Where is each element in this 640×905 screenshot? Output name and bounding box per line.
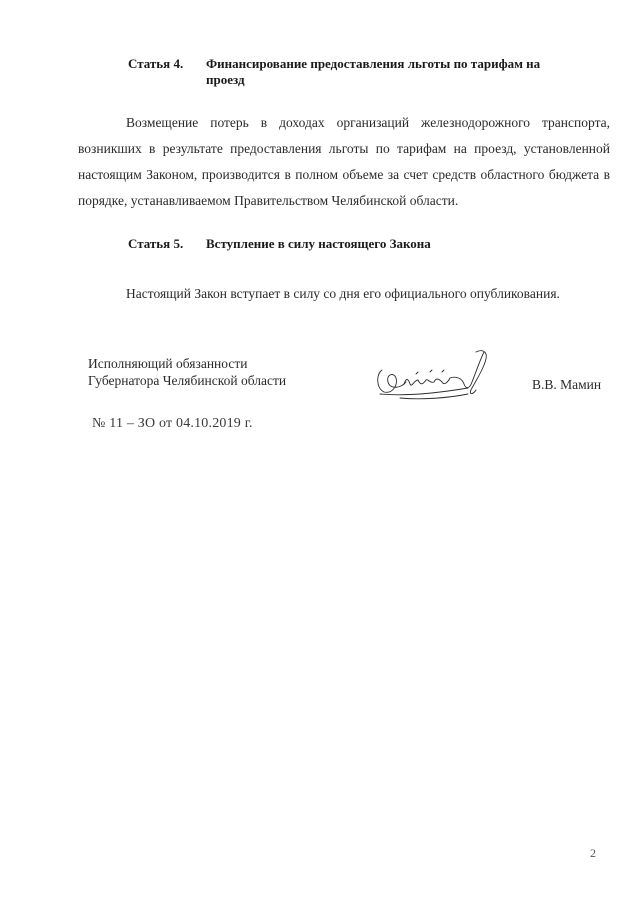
document-number-date: № 11 – ЗО от 04.10.2019 г. xyxy=(92,416,253,431)
signatory-name: В.В. Мамин xyxy=(532,377,602,392)
article-4-title: Финансирование предоставления льготы по тарифам на проезд xyxy=(206,56,541,87)
article-5-title: Вступление в силу настоящего Закона xyxy=(206,236,431,251)
article-4-number: Статья 4. xyxy=(128,56,184,71)
signatory-position-line1: Исполняющий обязанности xyxy=(88,356,248,371)
article-4-text: Возмещение потерь в доходах организаций железнодорожного транспорта, возникших в результате предоставления льготы по тарифам на проезд, установленной настоящим Законом, производится в полном объеме за счет средств областного бюджета в порядке, устанавливаемом Правительством Челябинской области. xyxy=(78,115,610,208)
article-4-heading xyxy=(128,56,568,90)
article-5-number: Статья 5. xyxy=(128,236,184,251)
article-5-text: Настоящий Закон вступает в силу со дня его официального опубликования. xyxy=(126,286,560,301)
handwritten-signature xyxy=(372,348,492,406)
signatory-position-line2: Губернатора Челябинской области xyxy=(88,373,287,388)
article-5-heading xyxy=(128,236,568,254)
page-number: 2 xyxy=(590,846,596,860)
